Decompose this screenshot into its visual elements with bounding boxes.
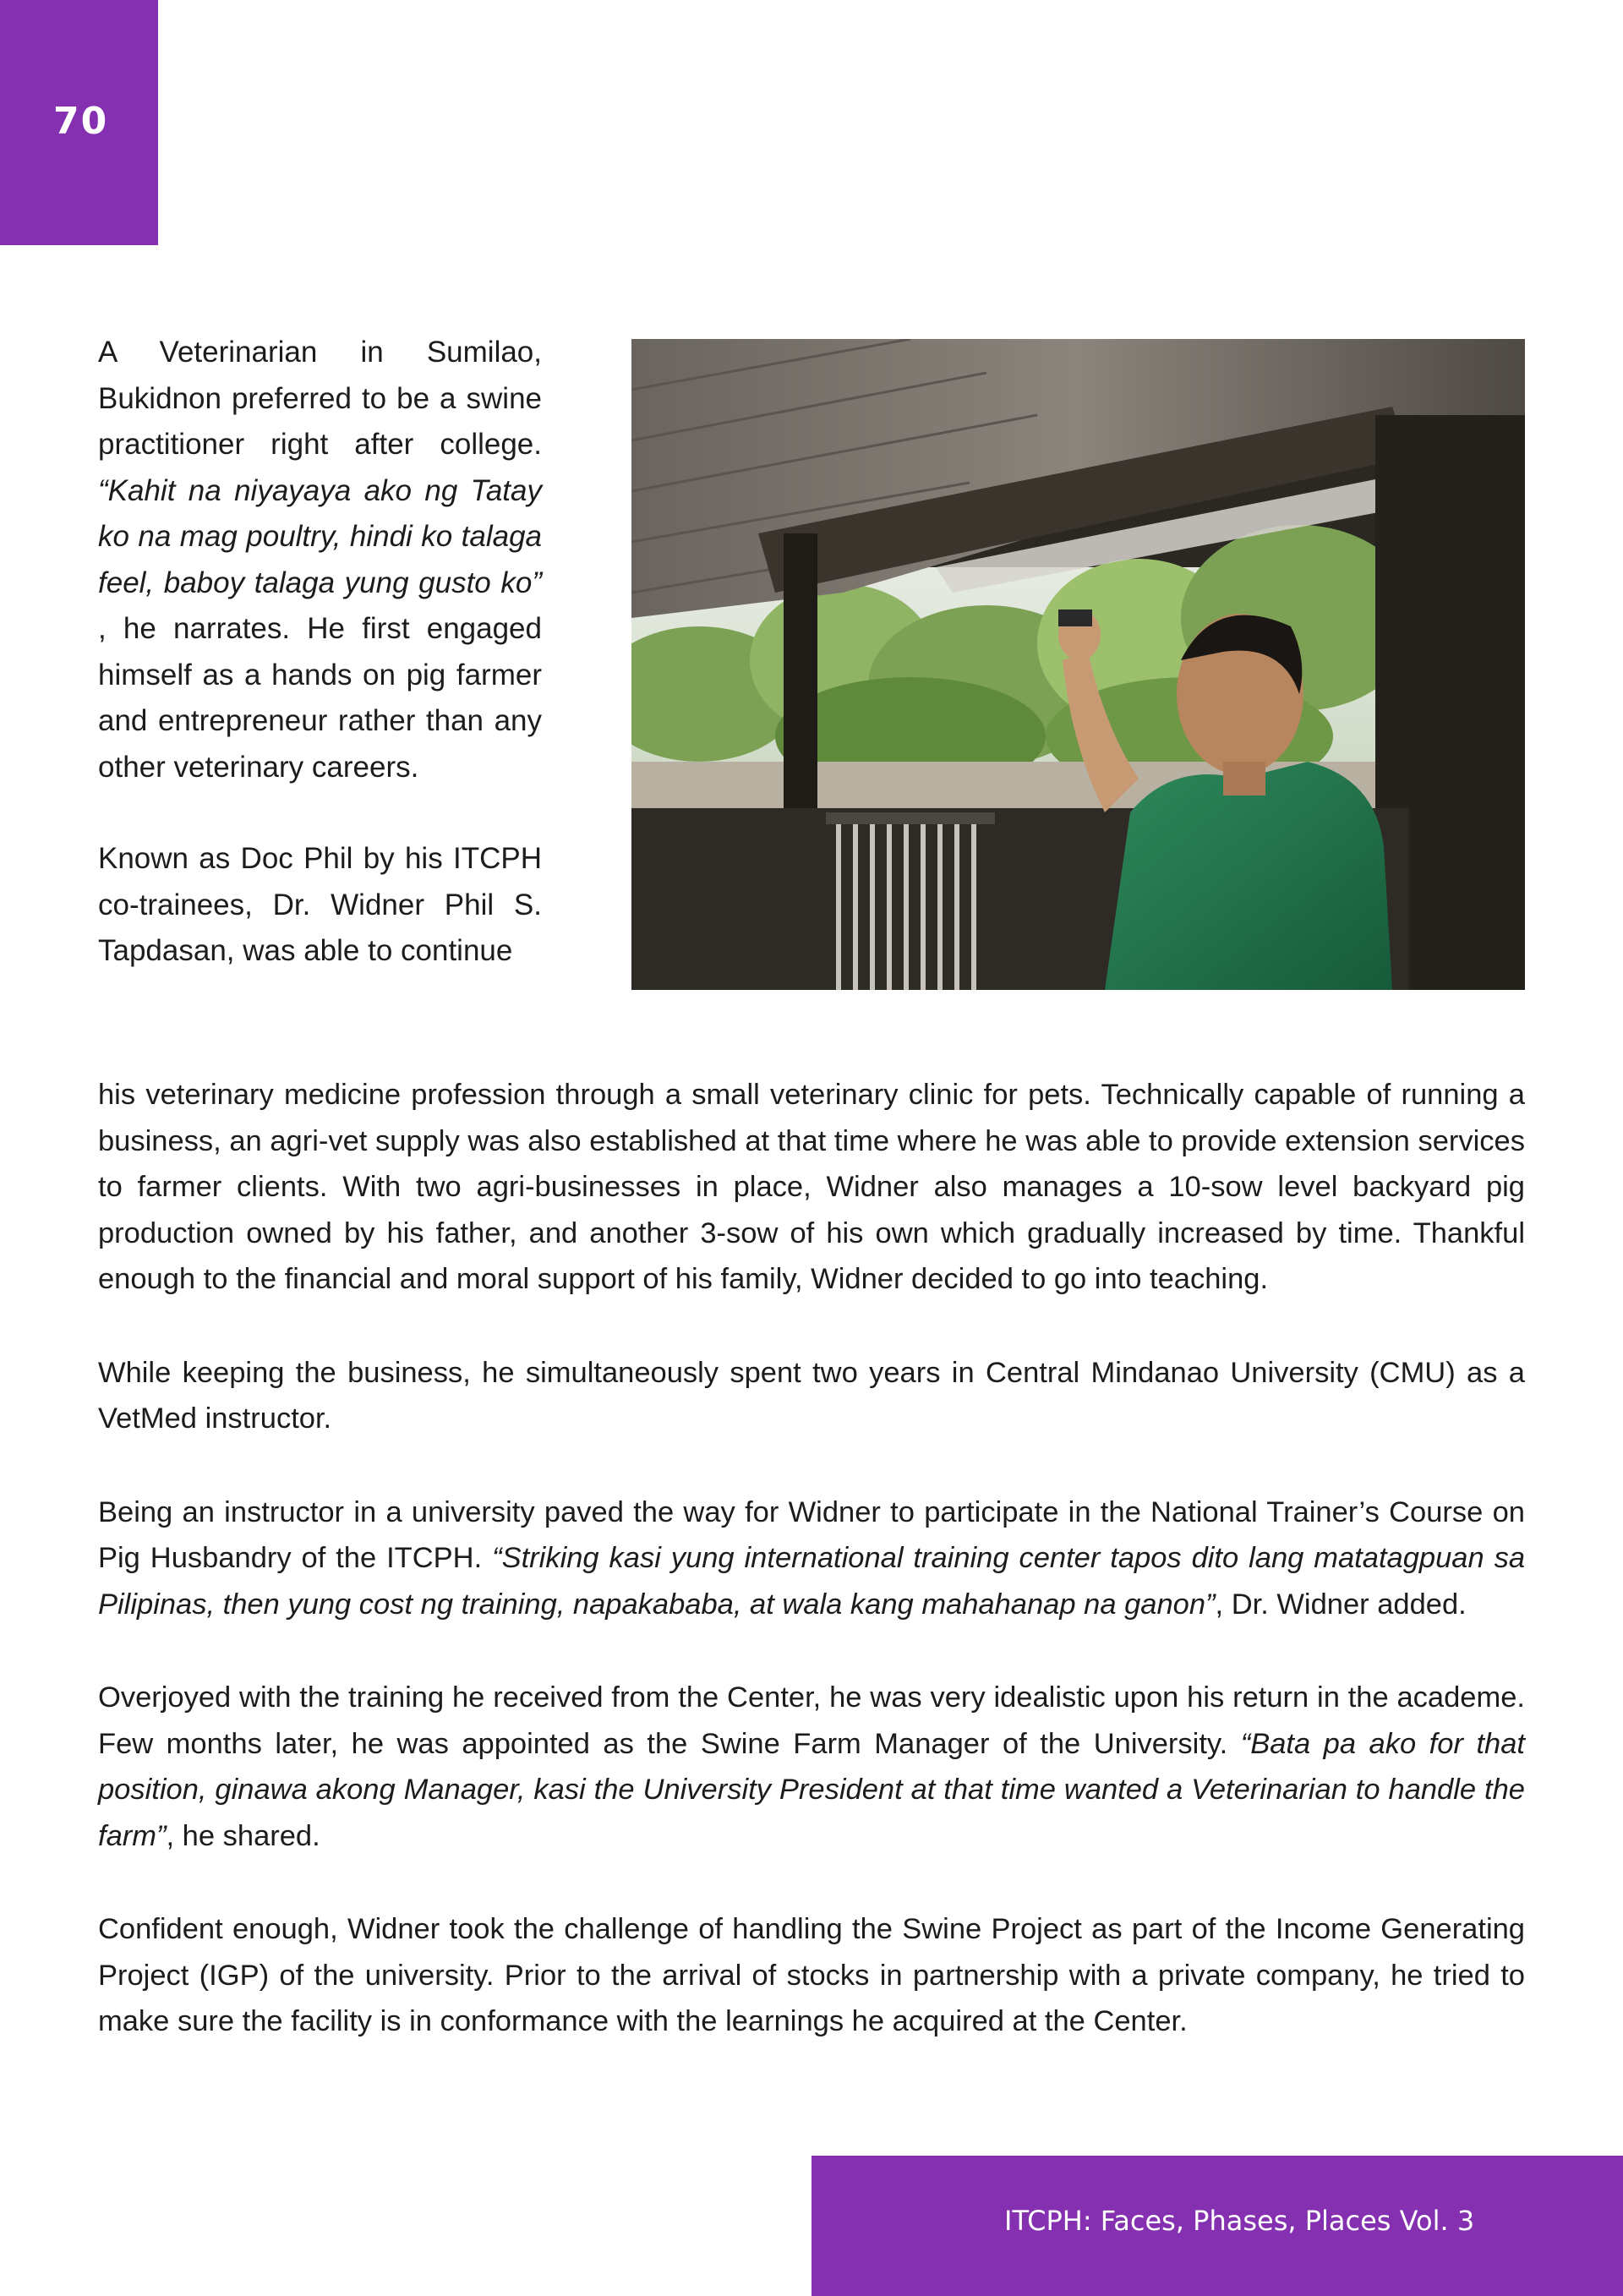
main-article xyxy=(98,1072,1525,2045)
body-paragraph-4 xyxy=(98,1675,1525,1859)
body-paragraph-5: Confident enough, Widner took the challenge of handling the Swine Project as part of the Income Generating Project (IGP) of the university. Prior to the arrival of stocks in partnership with a private company, he tried to make sure the facility is in conformance with the learnings he acquired at the Center. xyxy=(98,1913,1525,2037)
intro-paragraph-2: Known as Doc Phil by his ITCPH co-trainees, Dr. Widner Phil S. Tapdasan, was able to continue xyxy=(98,842,542,967)
body-p3-lead: Being an instructor in a university paved the way for Widner to participate in the National Trainer’s Course on Pig Husbandry of the ITCPH. xyxy=(98,1495,1525,1574)
body-p3-quote: “Striking kasi yung international training center tapos dito lang matatagpuan sa Pilipinas, then yung cost ng training, napakababa, at wala kang mahahanap na ganon” xyxy=(98,1542,1526,1621)
body-p4-quote: “Bata pa ako for that position, ginawa akong Manager, kasi the University President at that time wanted a Veterinarian to handle the farm” xyxy=(98,1727,1525,1852)
veterinarian-photo xyxy=(631,339,1525,990)
body-p4-lead: Overjoyed with the training he received from the Center, he was very idealistic upon his return in the academe. Few months later, he was appointed as the Swine Farm Manager of the University. xyxy=(98,1681,1525,1760)
body-paragraph-1: his veterinary medicine profession through a small veterinary clinic for pets. Technically capable of running a business, an agri-vet supply was also established at that time where he was able to provide extension services to farmer clients. With two agri-businesses in place, Widner also manages a 10-sow level backyard pig production owned by his father, and another 3-sow of his own which gradually increased by time. Thankful enough to the financial and moral support of his family, Widner decided to go into teaching. xyxy=(98,1079,1525,1295)
intro-p1-lead: A Veterinarian in Sumilao, Bukidnon preferred to be a swine practitioner right after college. xyxy=(98,336,542,461)
page-number-tab xyxy=(0,0,158,245)
footer-band xyxy=(812,2156,1623,2296)
page-number: 70 xyxy=(53,100,109,143)
footer-title: ITCPH: Faces, Phases, Places Vol. 3 xyxy=(1004,2205,1475,2237)
veterinarian-photo-illustration xyxy=(631,339,1525,990)
intro-column xyxy=(98,330,542,975)
intro-p1-quote: “Kahit na niyayaya ako ng Tatay ko na mag poultry, hindi ko talaga feel, baboy talaga yung gusto ko” xyxy=(98,473,542,599)
body-paragraph-2: While keeping the business, he simultaneously spent two years in Central Mindanao University (CMU) as a VetMed instructor. xyxy=(98,1356,1525,1435)
body-p3-tail: , Dr. Widner added. xyxy=(1215,1588,1467,1621)
body-paragraph-3 xyxy=(98,1490,1525,1628)
intro-p1-tail: , he narrates. He first engaged himself as a hands on pig farmer and entrepreneur rather than any other veterinary careers. xyxy=(98,612,542,784)
intro-paragraph-1 xyxy=(98,330,542,790)
body-p4-tail: , he shared. xyxy=(166,1819,320,1852)
